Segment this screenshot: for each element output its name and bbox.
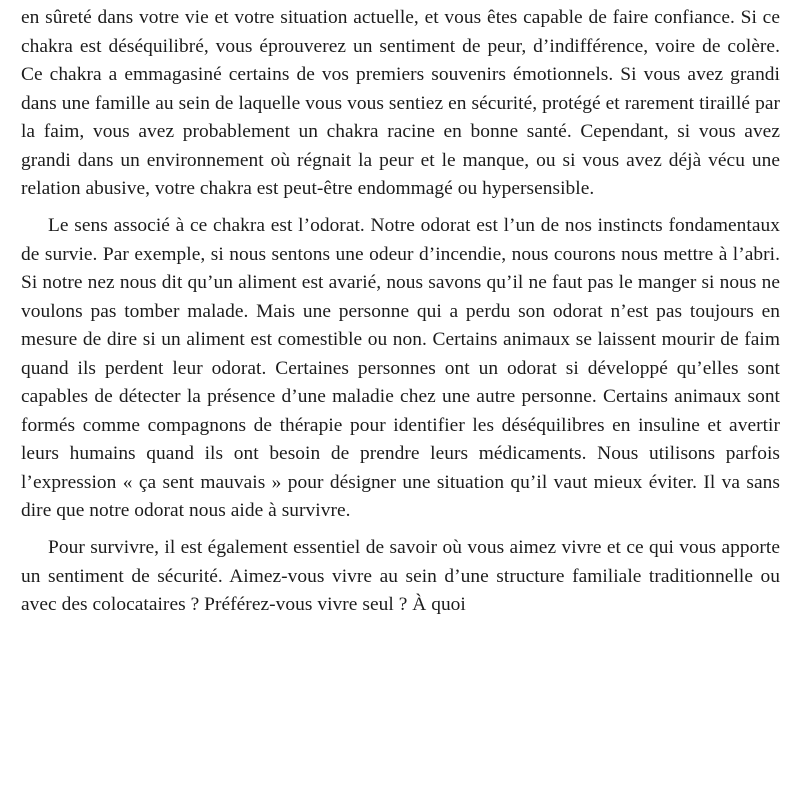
paragraph-3: Pour survivre, il est également essentiel de savoir où vous aimez vivre et ce qui vous apporte un sentiment de sécurité. Aimez-vous vivre au sein d’une structure familiale traditionnelle ou avec des colocataires ? Préférez-vous vivre seul ? À quoi (21, 537, 780, 615)
paragraph-1: en sûreté dans votre vie et votre situation actuelle, et vous êtes capable de faire confiance. Si ce chakra est déséquilibré, vous éprouverez un sentiment de peur, d’indifférence, voire de colère. Ce chakra a emmagasiné certains de vos premiers souvenirs émotionnels. Si vous avez grandi dans une famille au sein de laquelle vous vous sentiez en sécurité, protégé et rarement tiraillé par la faim, vous avez probablement un chakra racine en bonne santé. Cependant, si vous avez grandi dans un environnement où régnait la peur et le manque, ou si vous avez déjà vécu une relation abusive, votre chakra est peut-être endommagé ou hypersensible. (21, 7, 780, 199)
paragraph-2: Le sens associé à ce chakra est l’odorat. Notre odorat est l’un de nos instincts fondamentaux de survie. Par exemple, si nous sentons une odeur d’incendie, nous courons nous mettre à l’abri. Si notre nez nous dit qu’un aliment est avarié, nous savons qu’il ne faut pas le manger si nous ne voulons pas tomber malade. Mais une personne qui a perdu son odorat n’est pas toujours en mesure de dire si un aliment est comestible ou non. Certains animaux se laissent mourir de faim quand ils perdent leur odorat. Certaines personnes ont un odorat si développé qu’elles sont capables de détecter la présence d’une maladie chez une autre personne. Certains animaux sont formés comme compagnons de thérapie pour identifier les déséquilibres en insuline et avertir leurs humains quand ils ont besoin de prendre leurs médicaments. Nous utilisons parfois l’expression « ça sent mauvais » pour désigner une situation qu’il vaut mieux éviter. Il va sans dire que notre odorat nous aide à survivre. (21, 215, 780, 521)
